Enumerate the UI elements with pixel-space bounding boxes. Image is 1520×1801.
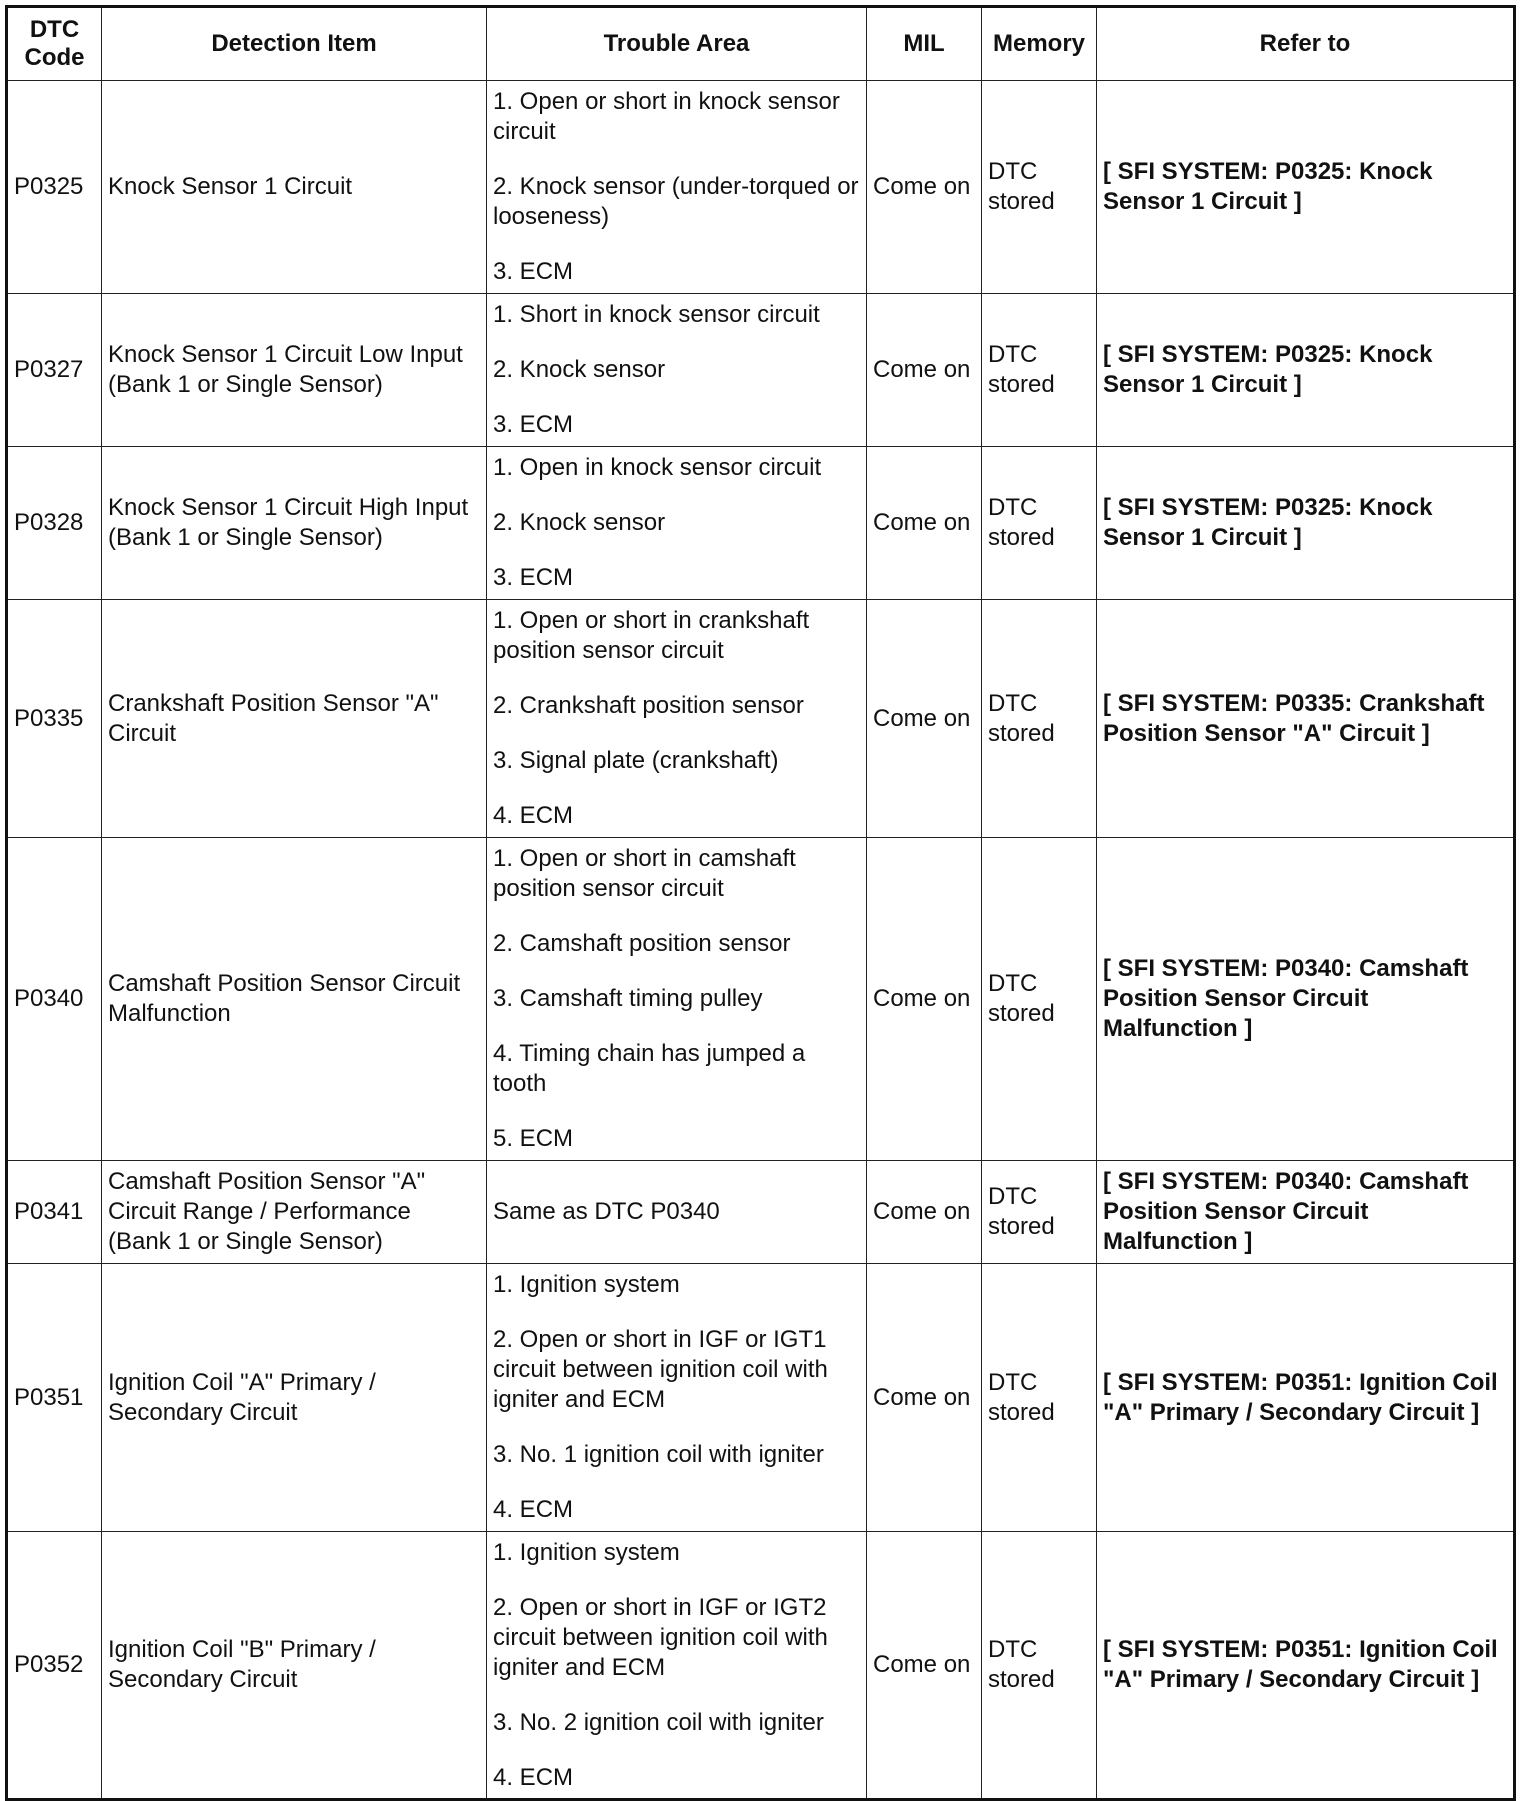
trouble-area-spacer xyxy=(493,1099,860,1124)
trouble-area-cell xyxy=(487,838,867,1161)
mil-cell: Come on xyxy=(867,838,982,1161)
trouble-area-item: 1. Ignition system xyxy=(493,1538,680,1566)
table-header xyxy=(7,7,1515,81)
memory-cell: DTC stored xyxy=(982,1161,1097,1264)
header-dtc-code: DTC Code xyxy=(7,7,102,81)
trouble-area-item: 4. ECM xyxy=(493,802,574,829)
trouble-area-spacer xyxy=(493,721,860,746)
trouble-area-spacer xyxy=(493,1568,860,1593)
table-row xyxy=(7,1532,1515,1800)
trouble-area-spacer xyxy=(493,147,860,172)
detection-item-cell: Knock Sensor 1 Circuit xyxy=(102,81,487,294)
detection-item-cell: Camshaft Position Sensor Circuit Malfunction xyxy=(102,838,487,1161)
trouble-area-item: 3. ECM xyxy=(493,564,574,591)
trouble-area-spacer xyxy=(493,666,860,691)
refer-to-link[interactable]: [ SFI SYSTEM: P0335: Crankshaft Position Sensor "A" Circuit ] xyxy=(1097,600,1515,838)
header-trouble-area: Trouble Area xyxy=(487,7,867,81)
trouble-area-cell xyxy=(487,447,867,600)
memory-cell: DTC stored xyxy=(982,447,1097,600)
detection-item-cell: Knock Sensor 1 Circuit High Input (Bank 1 or Single Sensor) xyxy=(102,447,487,600)
refer-to-link[interactable]: [ SFI SYSTEM: P0351: Ignition Coil "A" Primary / Secondary Circuit ] xyxy=(1097,1264,1515,1532)
trouble-area-item: 1. Open or short in knock sensor circuit xyxy=(493,88,840,145)
dtc-code-cell: P0325 xyxy=(7,81,102,294)
memory-cell: DTC stored xyxy=(982,294,1097,447)
trouble-area-item: 2. Crankshaft position sensor xyxy=(493,692,804,719)
refer-to-link[interactable]: [ SFI SYSTEM: P0351: Ignition Coil "A" Primary / Secondary Circuit ] xyxy=(1097,1532,1515,1800)
trouble-area-spacer xyxy=(493,483,860,508)
table-row xyxy=(7,447,1515,600)
memory-cell: DTC stored xyxy=(982,838,1097,1161)
trouble-area-item: 1. Open or short in camshaft position sensor circuit xyxy=(493,845,796,902)
trouble-area-item: 2. Knock sensor (under-torqued or looseness) xyxy=(493,173,859,230)
trouble-area-spacer xyxy=(493,1738,860,1763)
memory-cell: DTC stored xyxy=(982,1264,1097,1532)
dtc-code-cell: P0341 xyxy=(7,1161,102,1264)
mil-cell: Come on xyxy=(867,1532,982,1800)
trouble-area-cell xyxy=(487,1532,867,1800)
trouble-area-item: 2. Camshaft position sensor xyxy=(493,930,791,957)
dtc-code-cell: P0327 xyxy=(7,294,102,447)
trouble-area-item: 2. Open or short in IGF or IGT2 circuit between ignition coil with igniter and ECM xyxy=(493,1593,828,1681)
trouble-area-item: 1. Open or short in crankshaft position sensor circuit xyxy=(493,607,810,664)
trouble-area-spacer xyxy=(493,1470,860,1495)
trouble-area-spacer xyxy=(493,1415,860,1440)
trouble-area-spacer xyxy=(493,959,860,984)
trouble-area-item: 2. Open or short in IGF or IGT1 circuit between ignition coil with igniter and ECM xyxy=(493,1326,828,1413)
header-row xyxy=(7,7,1515,81)
table-row xyxy=(7,81,1515,294)
table-row xyxy=(7,1264,1515,1532)
trouble-area-item: 1. Ignition system xyxy=(493,1271,680,1298)
trouble-area-item: 5. ECM xyxy=(493,1125,574,1152)
refer-to-link[interactable]: [ SFI SYSTEM: P0325: Knock Sensor 1 Circuit ] xyxy=(1097,81,1515,294)
trouble-area-spacer xyxy=(493,1300,860,1325)
trouble-area-item: 2. Knock sensor xyxy=(493,509,666,536)
trouble-area-cell xyxy=(487,600,867,838)
refer-to-link[interactable]: [ SFI SYSTEM: P0340: Camshaft Position Sensor Circuit Malfunction ] xyxy=(1097,838,1515,1161)
trouble-area-item: 3. No. 2 ignition coil with igniter xyxy=(493,1708,824,1736)
trouble-area-cell xyxy=(487,294,867,447)
trouble-area-item: 3. ECM xyxy=(493,411,574,438)
trouble-area-item: 4. ECM xyxy=(493,1496,574,1523)
trouble-area-cell xyxy=(487,1161,867,1264)
detection-item-cell: Crankshaft Position Sensor "A" Circuit xyxy=(102,600,487,838)
trouble-area-spacer xyxy=(493,538,860,563)
trouble-area-item: 3. No. 1 ignition coil with igniter xyxy=(493,1441,824,1468)
header-memory: Memory xyxy=(982,7,1097,81)
memory-cell: DTC stored xyxy=(982,600,1097,838)
trouble-area-spacer xyxy=(493,1014,860,1039)
trouble-area-cell xyxy=(487,1264,867,1532)
header-detection-item: Detection Item xyxy=(102,7,487,81)
trouble-area-spacer xyxy=(493,776,860,801)
trouble-area-item: 1. Short in knock sensor circuit xyxy=(493,301,820,328)
dtc-code-cell: P0335 xyxy=(7,600,102,838)
mil-cell: Come on xyxy=(867,1264,982,1532)
table-row xyxy=(7,294,1515,447)
table-row xyxy=(7,600,1515,838)
memory-cell: DTC stored xyxy=(982,1532,1097,1800)
trouble-area-item: 4. ECM xyxy=(493,1763,574,1791)
mil-cell: Come on xyxy=(867,447,982,600)
dtc-code-cell: P0352 xyxy=(7,1532,102,1800)
trouble-area-spacer xyxy=(493,1683,860,1708)
trouble-area-item: 4. Timing chain has jumped a tooth xyxy=(493,1040,806,1097)
mil-cell: Come on xyxy=(867,294,982,447)
refer-to-link[interactable]: [ SFI SYSTEM: P0325: Knock Sensor 1 Circuit ] xyxy=(1097,294,1515,447)
dtc-code-cell: P0351 xyxy=(7,1264,102,1532)
header-refer-to: Refer to xyxy=(1097,7,1515,81)
detection-item-cell: Knock Sensor 1 Circuit Low Input (Bank 1 or Single Sensor) xyxy=(102,294,487,447)
mil-cell: Come on xyxy=(867,600,982,838)
memory-cell: DTC stored xyxy=(982,81,1097,294)
dtc-code-cell: P0328 xyxy=(7,447,102,600)
refer-to-link[interactable]: [ SFI SYSTEM: P0325: Knock Sensor 1 Circuit ] xyxy=(1097,447,1515,600)
trouble-area-spacer xyxy=(493,385,860,410)
header-mil: MIL xyxy=(867,7,982,81)
trouble-area-spacer xyxy=(493,330,860,355)
table-row xyxy=(7,1161,1515,1264)
table-row xyxy=(7,838,1515,1161)
table-body xyxy=(7,81,1515,1800)
trouble-area-cell xyxy=(487,81,867,294)
trouble-area-item: 3. Signal plate (crankshaft) xyxy=(493,747,779,774)
trouble-area-spacer xyxy=(493,904,860,929)
detection-item-cell: Ignition Coil "B" Primary / Secondary Circuit xyxy=(102,1532,487,1800)
trouble-area-item: Same as DTC P0340 xyxy=(493,1198,720,1225)
mil-cell: Come on xyxy=(867,81,982,294)
trouble-area-item: 3. Camshaft timing pulley xyxy=(493,985,763,1012)
dtc-table xyxy=(5,5,1516,1801)
dtc-code-cell: P0340 xyxy=(7,838,102,1161)
mil-cell: Come on xyxy=(867,1161,982,1264)
trouble-area-item: 1. Open in knock sensor circuit xyxy=(493,454,822,481)
trouble-area-item: 3. ECM xyxy=(493,258,574,285)
trouble-area-spacer xyxy=(493,232,860,257)
detection-item-cell: Ignition Coil "A" Primary / Secondary Circuit xyxy=(102,1264,487,1532)
detection-item-cell: Camshaft Position Sensor "A" Circuit Range / Performance (Bank 1 or Single Sensor) xyxy=(102,1161,487,1264)
refer-to-link[interactable]: [ SFI SYSTEM: P0340: Camshaft Position Sensor Circuit Malfunction ] xyxy=(1097,1161,1515,1264)
trouble-area-item: 2. Knock sensor xyxy=(493,356,666,383)
